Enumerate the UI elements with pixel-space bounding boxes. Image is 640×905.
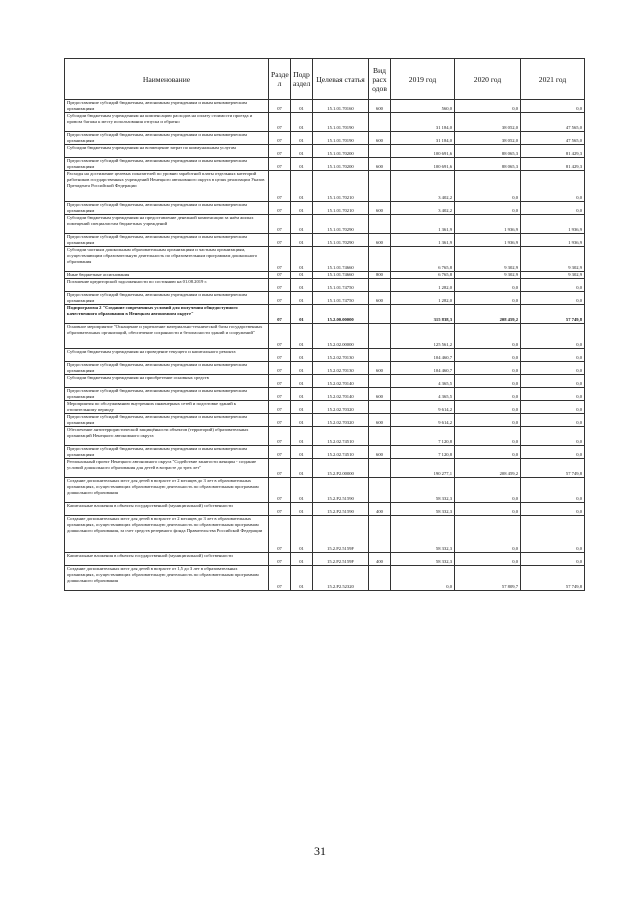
row-amount-2021: 0,0 bbox=[521, 375, 585, 388]
row-amount-2019: 58 332,3 bbox=[391, 503, 455, 516]
row-amount-2020: 88 065,3 bbox=[455, 158, 521, 171]
row-target-article: 15.1.01.70290 bbox=[313, 215, 369, 234]
header-expense-kind: Вид расх одов bbox=[369, 59, 391, 100]
row-subsection: 01 bbox=[291, 553, 313, 566]
row-target-article: 15.1.01.74750 bbox=[313, 279, 369, 292]
row-section: 07 bbox=[269, 305, 291, 324]
row-amount-2019: 1 361,9 bbox=[391, 215, 455, 234]
row-name: Предоставление субсидий бюджетным, автономным учреждениям и иным некоммерческим организациям bbox=[65, 100, 269, 113]
row-amount-2020: 0,0 bbox=[455, 171, 521, 202]
row-amount-2019: 58 332,3 bbox=[391, 478, 455, 503]
row-subsection: 01 bbox=[291, 305, 313, 324]
row-amount-2019: 315 838,3 bbox=[391, 305, 455, 324]
row-name: Предоставление субсидий бюджетным, автономным учреждениям и иным некоммерческим организациям bbox=[65, 414, 269, 427]
row-target-article: 15.1.01.70290 bbox=[313, 234, 369, 247]
row-amount-2021: 0,0 bbox=[521, 100, 585, 113]
row-amount-2020: 0,0 bbox=[455, 427, 521, 446]
header-subsection: Подр аздел bbox=[291, 59, 313, 100]
row-amount-2019: 190 277,1 bbox=[391, 459, 455, 478]
row-amount-2019: 3 402,2 bbox=[391, 202, 455, 215]
row-amount-2020: 0,0 bbox=[455, 401, 521, 414]
row-subsection: 01 bbox=[291, 158, 313, 171]
row-section: 07 bbox=[269, 202, 291, 215]
row-target-article: 15.2.02.70130 bbox=[313, 362, 369, 375]
row-amount-2020: 0,0 bbox=[455, 292, 521, 305]
row-expense-kind: 600 bbox=[369, 446, 391, 459]
row-amount-2021: 47 565,0 bbox=[521, 113, 585, 132]
row-section: 07 bbox=[269, 566, 291, 591]
row-section: 07 bbox=[269, 459, 291, 478]
row-subsection: 01 bbox=[291, 247, 313, 272]
row-name: Мероприятия по обслуживанию внутренних инженерных сетей и подготовке зданий к отопительному периоду bbox=[65, 401, 269, 414]
row-amount-2021: 0,0 bbox=[521, 446, 585, 459]
row-subsection: 01 bbox=[291, 132, 313, 145]
row-section: 07 bbox=[269, 349, 291, 362]
table-row bbox=[65, 388, 585, 401]
row-name: Субсидии бюджетным учреждениям на приобретение основных средств bbox=[65, 375, 269, 388]
table-row bbox=[65, 446, 585, 459]
row-target-article: 15.2.00.00000 bbox=[313, 305, 369, 324]
row-expense-kind bbox=[369, 279, 391, 292]
row-name: Предоставление субсидий бюджетным, автономным учреждениям и иным некоммерческим организациям bbox=[65, 158, 269, 171]
row-amount-2020: 88 065,3 bbox=[455, 145, 521, 158]
row-expense-kind bbox=[369, 305, 391, 324]
row-name: Предоставление субсидий бюджетным, автономным учреждениям и иным некоммерческим организациям bbox=[65, 132, 269, 145]
row-subsection: 01 bbox=[291, 566, 313, 591]
row-amount-2019: 31 184,0 bbox=[391, 113, 455, 132]
row-section: 07 bbox=[269, 478, 291, 503]
row-amount-2021: 81 429,3 bbox=[521, 145, 585, 158]
row-section: 07 bbox=[269, 446, 291, 459]
row-subsection: 01 bbox=[291, 414, 313, 427]
row-amount-2020: 0,0 bbox=[455, 375, 521, 388]
row-subsection: 01 bbox=[291, 503, 313, 516]
row-name: Обеспечение антитеррористической защищённости объектов (территорий) образовательных организаций Ненецкого автономного округа bbox=[65, 427, 269, 446]
row-expense-kind: 600 bbox=[369, 132, 391, 145]
row-amount-2020: 0,0 bbox=[455, 553, 521, 566]
row-amount-2021: 57 749,8 bbox=[521, 459, 585, 478]
row-expense-kind: 600 bbox=[369, 234, 391, 247]
table-row bbox=[65, 414, 585, 427]
row-amount-2020: 0,0 bbox=[455, 516, 521, 553]
row-expense-kind: 400 bbox=[369, 553, 391, 566]
table-row bbox=[65, 145, 585, 158]
row-name: Предоставление субсидий бюджетным, автономным учреждениям и иным некоммерческим организациям bbox=[65, 362, 269, 375]
row-subsection: 01 bbox=[291, 113, 313, 132]
header-target-article: Целевая статья bbox=[313, 59, 369, 100]
row-expense-kind: 600 bbox=[369, 292, 391, 305]
row-amount-2020: 0,0 bbox=[455, 202, 521, 215]
table-row bbox=[65, 234, 585, 247]
row-expense-kind bbox=[369, 145, 391, 158]
row-subsection: 01 bbox=[291, 446, 313, 459]
row-expense-kind bbox=[369, 247, 391, 272]
row-subsection: 01 bbox=[291, 349, 313, 362]
row-section: 07 bbox=[269, 100, 291, 113]
row-amount-2019: 1 282,0 bbox=[391, 279, 455, 292]
table-row bbox=[65, 459, 585, 478]
row-name: Предоставление субсидий бюджетным, автономным учреждениям и иным некоммерческим организациям bbox=[65, 292, 269, 305]
row-target-article: 15.2.P2.00000 bbox=[313, 459, 369, 478]
row-amount-2019: 3 402,2 bbox=[391, 171, 455, 202]
table-row bbox=[65, 478, 585, 503]
row-expense-kind: 400 bbox=[369, 503, 391, 516]
row-amount-2019: 31 184,0 bbox=[391, 132, 455, 145]
row-name: Капитальные вложения в объекты государственной (муниципальной) собственности bbox=[65, 553, 269, 566]
row-amount-2021: 0,0 bbox=[521, 553, 585, 566]
row-amount-2020: 208 459,2 bbox=[455, 459, 521, 478]
row-amount-2020: 38 052,0 bbox=[455, 113, 521, 132]
table-header bbox=[65, 59, 585, 100]
row-amount-2020: 0,0 bbox=[455, 446, 521, 459]
row-section: 07 bbox=[269, 279, 291, 292]
row-name: Расходы на достижение целевых показателей по уровню заработной платы отдельных категорий работников государственных учреждений Ненецкого автономного округа в целях реализации Указов Президента Российской Федерации bbox=[65, 171, 269, 202]
row-amount-2019: 4 365,5 bbox=[391, 388, 455, 401]
row-target-article: 15.2.P2.52320 bbox=[313, 566, 369, 591]
header-section: Разде л bbox=[269, 59, 291, 100]
row-expense-kind bbox=[369, 324, 391, 349]
row-amount-2021: 0,0 bbox=[521, 202, 585, 215]
row-amount-2021: 0,0 bbox=[521, 478, 585, 503]
row-section: 07 bbox=[269, 171, 291, 202]
table-row bbox=[65, 247, 585, 272]
row-amount-2020: 0,0 bbox=[455, 362, 521, 375]
row-target-article: 15.2.02.70130 bbox=[313, 349, 369, 362]
row-target-article: 15.2.02.70140 bbox=[313, 375, 369, 388]
row-name: Создание дополнительных мест для детей в возрасте от 1,5 до 3 лет в образовательных организациях, осуществляющих образовательную деятельность по образовательным программам дошкольного образования bbox=[65, 566, 269, 591]
row-target-article: 15.2.02.74510 bbox=[313, 446, 369, 459]
row-target-article: 15.2.02.00000 bbox=[313, 324, 369, 349]
row-subsection: 01 bbox=[291, 171, 313, 202]
row-name: Создание дополнительных мест для детей в возрасте от 2 месяцев до 3 лет в образовательных организациях, осуществляющих образовательную деятельность по образовательным программам дошкольного образования bbox=[65, 478, 269, 503]
row-expense-kind bbox=[369, 215, 391, 234]
table-row bbox=[65, 113, 585, 132]
row-amount-2020: 0,0 bbox=[455, 503, 521, 516]
row-section: 07 bbox=[269, 414, 291, 427]
row-subsection: 01 bbox=[291, 459, 313, 478]
row-amount-2020: 0,0 bbox=[455, 349, 521, 362]
row-expense-kind bbox=[369, 427, 391, 446]
row-amount-2019: 1 282,0 bbox=[391, 292, 455, 305]
row-section: 07 bbox=[269, 234, 291, 247]
row-amount-2021: 0,0 bbox=[521, 171, 585, 202]
table-row bbox=[65, 292, 585, 305]
row-section: 07 bbox=[269, 401, 291, 414]
row-target-article: 15.2.P2.51590 bbox=[313, 503, 369, 516]
row-name: Предоставление субсидий бюджетным, автономным учреждениям и иным некоммерческим организациям bbox=[65, 388, 269, 401]
table-row bbox=[65, 349, 585, 362]
row-amount-2019: 100 691,6 bbox=[391, 145, 455, 158]
row-amount-2020: 0,0 bbox=[455, 388, 521, 401]
row-amount-2021: 0,0 bbox=[521, 503, 585, 516]
row-amount-2020: 0,0 bbox=[455, 324, 521, 349]
row-amount-2021: 9 302,9 bbox=[521, 247, 585, 272]
row-amount-2019: 104 460,7 bbox=[391, 349, 455, 362]
table-row bbox=[65, 279, 585, 292]
row-section: 07 bbox=[269, 247, 291, 272]
row-amount-2021: 0,0 bbox=[521, 292, 585, 305]
header-year-2021: 2021 год bbox=[521, 59, 585, 100]
row-section: 07 bbox=[269, 553, 291, 566]
row-target-article: 15.1.01.70210 bbox=[313, 171, 369, 202]
row-subsection: 01 bbox=[291, 279, 313, 292]
row-section: 07 bbox=[269, 215, 291, 234]
row-amount-2021: 1 936,9 bbox=[521, 234, 585, 247]
row-amount-2021: 0,0 bbox=[521, 388, 585, 401]
row-subsection: 01 bbox=[291, 145, 313, 158]
row-expense-kind bbox=[369, 401, 391, 414]
row-section: 07 bbox=[269, 145, 291, 158]
row-amount-2020: 0,0 bbox=[455, 414, 521, 427]
row-amount-2021: 0,0 bbox=[521, 414, 585, 427]
header-year-2020: 2020 год bbox=[455, 59, 521, 100]
budget-table bbox=[64, 58, 585, 591]
row-amount-2021: 0,0 bbox=[521, 324, 585, 349]
table-row bbox=[65, 375, 585, 388]
row-section: 07 bbox=[269, 324, 291, 349]
row-amount-2020: 9 302,9 bbox=[455, 247, 521, 272]
row-amount-2021: 0,0 bbox=[521, 362, 585, 375]
table-row bbox=[65, 503, 585, 516]
row-target-article: 15.1.01.70160 bbox=[313, 100, 369, 113]
row-name: Субсидии бюджетным учреждениям на компенсацию расходов на оплату стоимости проезда и провоза багажа к месту использования отпуска и обратно bbox=[65, 113, 269, 132]
row-expense-kind: 800 bbox=[369, 272, 391, 279]
row-target-article: 15.1.01.70200 bbox=[313, 158, 369, 171]
row-subsection: 01 bbox=[291, 100, 313, 113]
row-amount-2019: 0,0 bbox=[391, 566, 455, 591]
row-subsection: 01 bbox=[291, 478, 313, 503]
row-amount-2021: 0,0 bbox=[521, 516, 585, 553]
row-target-article: 15.1.01.70190 bbox=[313, 113, 369, 132]
row-subsection: 01 bbox=[291, 388, 313, 401]
row-name: Погашение кредиторской задолженности по состоянию на 01.08.2019 г. bbox=[65, 279, 269, 292]
row-section: 07 bbox=[269, 427, 291, 446]
row-target-article: 15.2.02.70320 bbox=[313, 401, 369, 414]
row-expense-kind: 600 bbox=[369, 362, 391, 375]
row-name: Субсидии частным дошкольным образовательным организациям и частным организациям, осуществляющим образовательную деятельность по образовательным программам дошкольного образования bbox=[65, 247, 269, 272]
table-row bbox=[65, 553, 585, 566]
row-subsection: 01 bbox=[291, 401, 313, 414]
row-target-article: 15.1.01.70200 bbox=[313, 145, 369, 158]
row-name: Предоставление субсидий бюджетным, автономным учреждениям и иным некоммерческим организациям bbox=[65, 234, 269, 247]
row-target-article: 15.1.01.74750 bbox=[313, 292, 369, 305]
row-expense-kind bbox=[369, 349, 391, 362]
table-row bbox=[65, 401, 585, 414]
row-target-article: 15.1.01.74660 bbox=[313, 272, 369, 279]
row-amount-2020: 38 052,0 bbox=[455, 132, 521, 145]
row-expense-kind bbox=[369, 566, 391, 591]
row-amount-2019: 1 361,9 bbox=[391, 234, 455, 247]
table-row bbox=[65, 171, 585, 202]
row-section: 07 bbox=[269, 272, 291, 279]
table-body bbox=[65, 100, 585, 591]
row-target-article: 15.1.01.74660 bbox=[313, 247, 369, 272]
row-target-article: 15.2.P2.5159F bbox=[313, 553, 369, 566]
row-amount-2019: 7 120,8 bbox=[391, 446, 455, 459]
table-row bbox=[65, 362, 585, 375]
row-amount-2019: 58 332,3 bbox=[391, 553, 455, 566]
row-section: 07 bbox=[269, 516, 291, 553]
row-subsection: 01 bbox=[291, 427, 313, 446]
row-expense-kind: 600 bbox=[369, 158, 391, 171]
header-name: Наименование bbox=[65, 59, 269, 100]
row-expense-kind bbox=[369, 478, 391, 503]
row-section: 07 bbox=[269, 375, 291, 388]
table-row bbox=[65, 100, 585, 113]
row-target-article: 15.2.02.70320 bbox=[313, 414, 369, 427]
row-target-article: 15.1.01.70210 bbox=[313, 202, 369, 215]
row-amount-2020: 9 302,9 bbox=[455, 272, 521, 279]
row-subsection: 01 bbox=[291, 202, 313, 215]
row-amount-2021: 0,0 bbox=[521, 349, 585, 362]
row-target-article: 15.2.P2.51590 bbox=[313, 478, 369, 503]
row-section: 07 bbox=[269, 388, 291, 401]
row-expense-kind bbox=[369, 375, 391, 388]
row-amount-2020: 0,0 bbox=[455, 478, 521, 503]
row-section: 07 bbox=[269, 132, 291, 145]
row-section: 07 bbox=[269, 503, 291, 516]
row-amount-2019: 6 765,8 bbox=[391, 272, 455, 279]
row-name: Субсидии бюджетным учреждениям на предоставление денежной компенсации за наём жилых помещений специалистам бюджетных учреждений bbox=[65, 215, 269, 234]
row-amount-2021: 0,0 bbox=[521, 401, 585, 414]
row-amount-2021: 57 749,8 bbox=[521, 305, 585, 324]
row-expense-kind bbox=[369, 459, 391, 478]
row-target-article: 15.1.01.70190 bbox=[313, 132, 369, 145]
row-subsection: 01 bbox=[291, 362, 313, 375]
row-subsection: 01 bbox=[291, 215, 313, 234]
row-expense-kind: 600 bbox=[369, 100, 391, 113]
table-row bbox=[65, 215, 585, 234]
row-name: Капитальные вложения в объекты государственной (муниципальной) собственности bbox=[65, 503, 269, 516]
row-name: Субсидии бюджетным учреждениям на возмещение затрат по коммунальным услугам bbox=[65, 145, 269, 158]
row-amount-2020: 208 459,2 bbox=[455, 305, 521, 324]
row-target-article: 15.2.02.74510 bbox=[313, 427, 369, 446]
row-target-article: 15.2.02.70140 bbox=[313, 388, 369, 401]
row-amount-2019: 100 691,6 bbox=[391, 158, 455, 171]
row-amount-2021: 1 936,9 bbox=[521, 215, 585, 234]
row-name: Создание дополнительных мест для детей в возрасте от 2 месяцев до 3 лет в образовательных организациях, осуществляющих образовательную деятельность по образовательным программам дошкольного образования, за счет средств резервного фонда Правительства Российской Федерации bbox=[65, 516, 269, 553]
row-section: 07 bbox=[269, 362, 291, 375]
table-row bbox=[65, 305, 585, 324]
row-expense-kind bbox=[369, 516, 391, 553]
row-name: Подпрограмма 2 "Создание современных условий для получения общедоступного качественного образования в Ненецком автономном округе" bbox=[65, 305, 269, 324]
row-amount-2019: 58 332,3 bbox=[391, 516, 455, 553]
row-expense-kind: 600 bbox=[369, 388, 391, 401]
row-section: 07 bbox=[269, 158, 291, 171]
row-name: Предоставление субсидий бюджетным, автономным учреждениям и иным некоммерческим организациям bbox=[65, 202, 269, 215]
table-row bbox=[65, 427, 585, 446]
row-subsection: 01 bbox=[291, 234, 313, 247]
row-expense-kind: 600 bbox=[369, 414, 391, 427]
header-row bbox=[65, 59, 585, 100]
table-row bbox=[65, 324, 585, 349]
row-amount-2021: 57 749,8 bbox=[521, 566, 585, 591]
table-row bbox=[65, 202, 585, 215]
row-name: Основное мероприятие "Оснащение и укрепление материально-технической базы государственных образовательных организаций, обеспечение сохранности и безопасности зданий и сооружений" bbox=[65, 324, 269, 349]
row-amount-2021: 81 429,3 bbox=[521, 158, 585, 171]
row-amount-2020: 57 809,7 bbox=[455, 566, 521, 591]
row-section: 07 bbox=[269, 292, 291, 305]
page-number: 31 bbox=[314, 844, 326, 858]
row-subsection: 01 bbox=[291, 516, 313, 553]
row-subsection: 01 bbox=[291, 272, 313, 279]
row-amount-2021: 47 565,0 bbox=[521, 132, 585, 145]
row-subsection: 01 bbox=[291, 292, 313, 305]
row-amount-2020: 0,0 bbox=[455, 100, 521, 113]
table-row bbox=[65, 272, 585, 279]
row-target-article: 15.2.P2.5159F bbox=[313, 516, 369, 553]
row-name: Региональный проект Ненецкого автономного округа "Содействие занятости женщин - создание условий дошкольного образования для детей в возрасте до трех лет" bbox=[65, 459, 269, 478]
table-row bbox=[65, 158, 585, 171]
table-row bbox=[65, 132, 585, 145]
row-amount-2019: 7 120,8 bbox=[391, 427, 455, 446]
row-amount-2021: 0,0 bbox=[521, 279, 585, 292]
row-amount-2019: 9 614,2 bbox=[391, 401, 455, 414]
row-amount-2019: 4 365,5 bbox=[391, 375, 455, 388]
row-amount-2019: 9 614,2 bbox=[391, 414, 455, 427]
row-amount-2021: 0,0 bbox=[521, 427, 585, 446]
row-expense-kind: 600 bbox=[369, 202, 391, 215]
row-amount-2019: 104 460,7 bbox=[391, 362, 455, 375]
row-amount-2021: 9 302,9 bbox=[521, 272, 585, 279]
table-row bbox=[65, 566, 585, 591]
row-amount-2020: 1 936,9 bbox=[455, 234, 521, 247]
row-amount-2019: 125 561,2 bbox=[391, 324, 455, 349]
row-subsection: 01 bbox=[291, 375, 313, 388]
row-amount-2019: 560,0 bbox=[391, 100, 455, 113]
header-year-2019: 2019 год bbox=[391, 59, 455, 100]
row-expense-kind bbox=[369, 113, 391, 132]
row-expense-kind bbox=[369, 171, 391, 202]
row-name: Субсидии бюджетным учреждениям на проведение текущего и капитального ремонта bbox=[65, 349, 269, 362]
row-subsection: 01 bbox=[291, 324, 313, 349]
row-amount-2020: 0,0 bbox=[455, 279, 521, 292]
row-name: Предоставление субсидий бюджетным, автономным учреждениям и иным некоммерческим организациям bbox=[65, 446, 269, 459]
row-amount-2019: 6 765,8 bbox=[391, 247, 455, 272]
row-section: 07 bbox=[269, 113, 291, 132]
table-row bbox=[65, 516, 585, 553]
row-amount-2020: 1 936,9 bbox=[455, 215, 521, 234]
row-name: Иные бюджетные ассигнования bbox=[65, 272, 269, 279]
